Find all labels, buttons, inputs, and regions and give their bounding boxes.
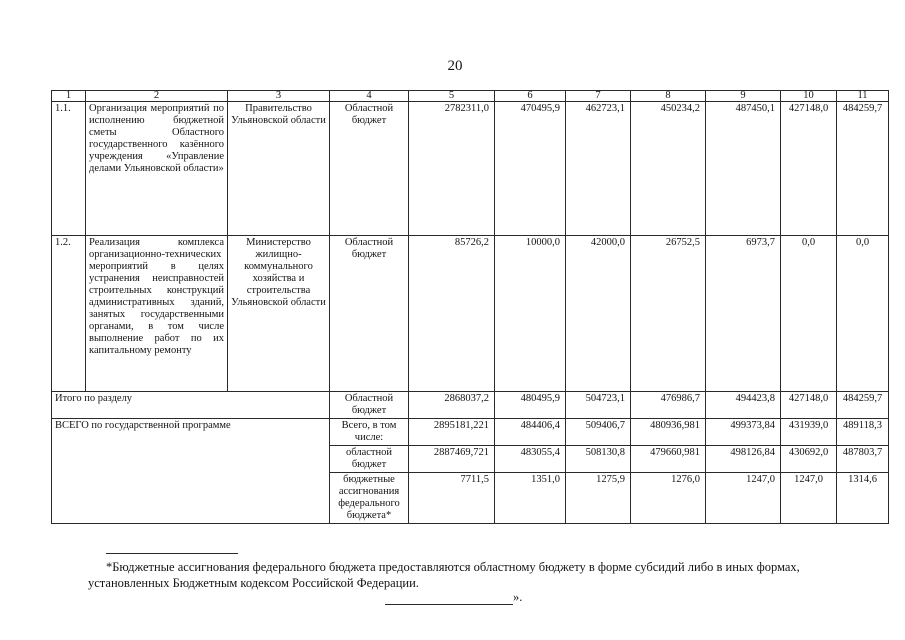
closing-mark: ». (513, 590, 523, 604)
column-header: 7 (566, 91, 631, 102)
column-header: 6 (495, 91, 566, 102)
value-cell: 1247,0 (706, 473, 781, 524)
value-cell: 6973,7 (706, 236, 781, 392)
column-header: 2 (86, 91, 228, 102)
closing-underline (385, 592, 513, 605)
value-cell: 462723,1 (566, 102, 631, 236)
budget-table (51, 90, 889, 524)
value-cell: 0,0 (781, 236, 837, 392)
funding-source: Областной бюджет (330, 392, 409, 419)
value-cell: 470495,9 (495, 102, 566, 236)
column-header: 3 (228, 91, 330, 102)
table-row (52, 236, 889, 392)
value-cell: 450234,2 (631, 102, 706, 236)
funding-source: бюджетные ассигнования федерального бюджета* (330, 473, 409, 524)
value-cell: 499373,84 (706, 419, 781, 446)
value-cell: 26752,5 (631, 236, 706, 392)
column-header: 8 (631, 91, 706, 102)
footnote-line-2: установленных Бюджетным кодексом Российской Федерации. (88, 576, 419, 590)
value-cell: 2782311,0 (409, 102, 495, 236)
value-cell: 85726,2 (409, 236, 495, 392)
column-header: 10 (781, 91, 837, 102)
value-cell: 484259,7 (837, 392, 889, 419)
value-cell: 487803,7 (837, 446, 889, 473)
value-cell: 508130,8 (566, 446, 631, 473)
column-header: 4 (330, 91, 409, 102)
value-cell: 2895181,221 (409, 419, 495, 446)
executor: Министерство жилищно-коммунального хозяйства и строительства Ульяновской области (228, 236, 330, 392)
value-cell: 1247,0 (781, 473, 837, 524)
value-cell: 487450,1 (706, 102, 781, 236)
footnote (88, 559, 853, 591)
funding-source: Всего, в том числе: (330, 419, 409, 446)
value-cell: 504723,1 (566, 392, 631, 419)
row-number: 1.1. (52, 102, 86, 236)
value-cell: 2887469,721 (409, 446, 495, 473)
funding-source: Областной бюджет (330, 236, 409, 392)
value-cell: 1314,6 (837, 473, 889, 524)
funding-source: областной бюджет (330, 446, 409, 473)
value-cell: 498126,84 (706, 446, 781, 473)
executor: Правительство Ульяновской области (228, 102, 330, 236)
value-cell: 431939,0 (781, 419, 837, 446)
value-cell: 427148,0 (781, 392, 837, 419)
activity-name: Организация мероприятий по исполнению бюджетной сметы Областного государственного казённого учреждения «Управление делами Ульяновской области» (86, 102, 228, 236)
column-header: 1 (52, 91, 86, 102)
grand-total-label: ВСЕГО по государственной программе (52, 419, 330, 524)
value-cell: 479660,981 (631, 446, 706, 473)
section-total-label: Итого по разделу (52, 392, 330, 419)
value-cell: 1276,0 (631, 473, 706, 524)
value-cell: 1351,0 (495, 473, 566, 524)
value-cell: 483055,4 (495, 446, 566, 473)
value-cell: 430692,0 (781, 446, 837, 473)
value-cell: 1275,9 (566, 473, 631, 524)
value-cell: 494423,8 (706, 392, 781, 419)
table-row (52, 102, 889, 236)
value-cell: 42000,0 (566, 236, 631, 392)
value-cell: 489118,3 (837, 419, 889, 446)
activity-name: Реализация комплекса организационно-технических мероприятий в целях устранения неисправностей строительных конструкций административных зданий, занятых государственными органами, в том числе выполнение работ по их капитальному ремонту (86, 236, 228, 392)
value-cell: 484406,4 (495, 419, 566, 446)
column-header: 11 (837, 91, 889, 102)
page-number: 20 (447, 58, 463, 74)
row-number: 1.2. (52, 236, 86, 392)
value-cell: 427148,0 (781, 102, 837, 236)
section-total-row (52, 392, 889, 419)
column-header: 5 (409, 91, 495, 102)
value-cell: 484259,7 (837, 102, 889, 236)
value-cell: 2868037,2 (409, 392, 495, 419)
value-cell: 480495,9 (495, 392, 566, 419)
table-header-row (52, 91, 889, 102)
closing-line (385, 590, 522, 605)
value-cell: 509406,7 (566, 419, 631, 446)
footnote-line-1: *Бюджетные ассигнования федерального бюджета предоставляются областному бюджету в форме субсидий либо в иных формах, (106, 560, 800, 574)
funding-source: Областной бюджет (330, 102, 409, 236)
footnote-separator (106, 553, 238, 554)
value-cell: 480936,981 (631, 419, 706, 446)
value-cell: 10000,0 (495, 236, 566, 392)
value-cell: 7711,5 (409, 473, 495, 524)
column-header: 9 (706, 91, 781, 102)
grand-total-row (52, 419, 889, 446)
value-cell: 0,0 (837, 236, 889, 392)
value-cell: 476986,7 (631, 392, 706, 419)
